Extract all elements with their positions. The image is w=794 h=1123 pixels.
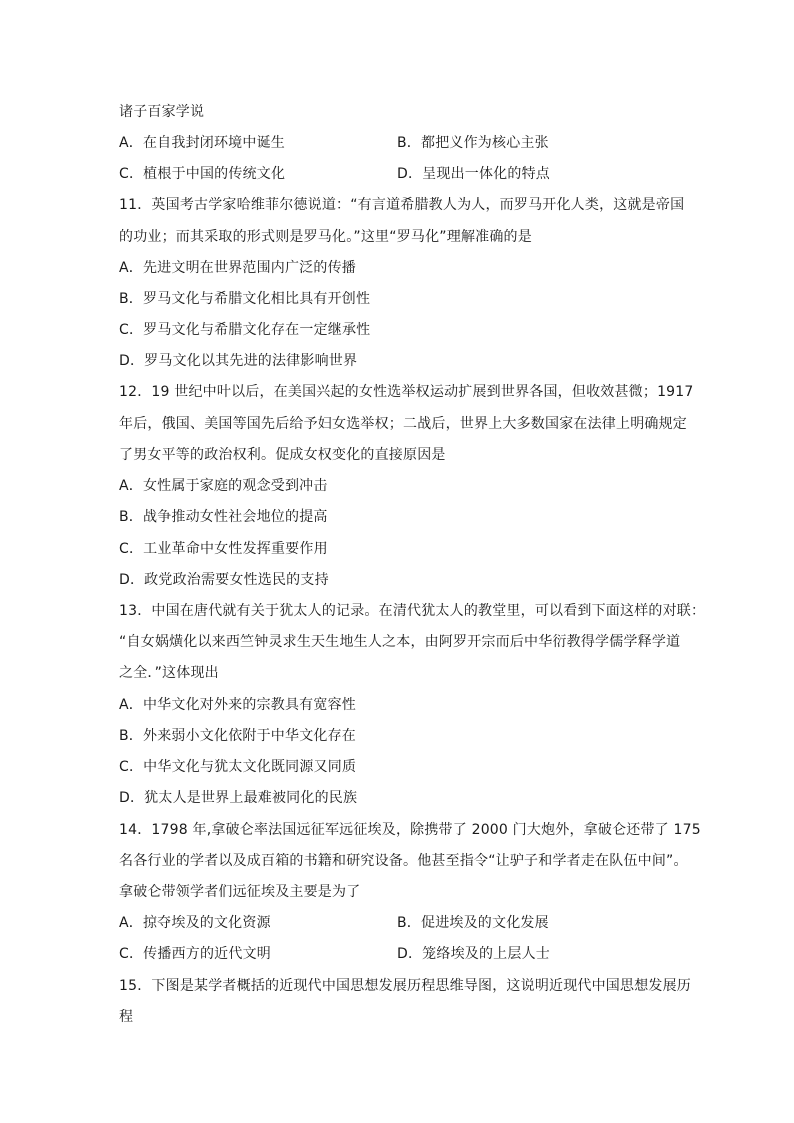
q13-stem-line-1: 13．中国在唐代就有关于犹太人的记录。在清代犹太人的教堂里，可以看到下面这样的对联： bbox=[119, 603, 706, 619]
q12-option-b: B．战争推动女性社会地位的提高 bbox=[119, 509, 328, 525]
q14-option-d: D．笼络埃及的上层人士 bbox=[397, 946, 550, 962]
q14-stem-line-3: 拿破仑带领学者们远征埃及主要是为了 bbox=[119, 884, 361, 900]
q10-option-d: D．呈现出一体化的特点 bbox=[397, 166, 550, 182]
q11-option-b: B．罗马文化与希腊文化相比具有开创性 bbox=[119, 291, 371, 307]
q11-option-c: C．罗马文化与希腊文化存在一定继承性 bbox=[119, 322, 371, 338]
q11-stem-line-2: 的功业；而其采取的形式则是罗马化。”这里“罗马化”理解准确的是 bbox=[119, 229, 532, 245]
q12-stem-line-1: 12．19 世纪中叶以后，在美国兴起的女性选举权运动扩展到世界各国，但收效甚微；1917 bbox=[119, 384, 694, 400]
q13-option-b: B．外来弱小文化依附于中华文化存在 bbox=[119, 728, 357, 744]
q13-option-a: A．中华文化对外来的宗教具有宽容性 bbox=[119, 697, 356, 713]
q10-option-c: C．植根于中国的传统文化 bbox=[119, 166, 286, 182]
q13-option-d: D．犹太人是世界上最难被同化的民族 bbox=[119, 790, 358, 806]
q12-option-a: A．女性属于家庭的观念受到冲击 bbox=[119, 478, 328, 494]
q10-stem-tail: 诸子百家学说 bbox=[119, 104, 205, 120]
q13-option-c: C．中华文化与犹太文化既同源又同质 bbox=[119, 759, 357, 775]
q11-option-a: A．先进文明在世界范围内广泛的传播 bbox=[119, 260, 356, 276]
q12-option-d: D．政党政治需要女性选民的支持 bbox=[119, 572, 329, 588]
q12-option-c: C．工业革命中女性发挥重要作用 bbox=[119, 541, 328, 557]
q10-option-b: B．都把义作为核心主张 bbox=[397, 135, 549, 151]
q10-option-a: A．在自我封闭环境中诞生 bbox=[119, 135, 285, 151]
q13-stem-line-2: “自女娲熿化以来西竺钟灵求生天生地生人之本，由阿罗开宗而后中华衍教得学儒学释学道 bbox=[119, 634, 681, 650]
q11-stem-line-1: 11．英国考古学家哈维菲尔德说道：“有言道希腊教人为人，而罗马开化人类，这就是帝国 bbox=[119, 197, 685, 213]
q15-stem-line-1: 15．下图是某学者概括的近现代中国思想发展历程思维导图，这说明近现代中国思想发展历 bbox=[119, 978, 692, 994]
q12-stem-line-2: 年后，俄国、美国等国先后给予妇女选举权；二战后，世界上大多数国家在法律上明确规定 bbox=[119, 416, 687, 432]
q14-option-a: A．掠夺埃及的文化资源 bbox=[119, 915, 271, 931]
q14-option-c: C．传播西方的近代文明 bbox=[119, 946, 271, 962]
q14-stem-line-2: 名各行业的学者以及成百箱的书籍和研究设备。他甚至指令“让驴子和学者走在队伍中间”。 bbox=[119, 853, 688, 869]
q14-stem-line-1: 14．1798 年,拿破仑率法国远征军远征埃及，除携带了 2000 门大炮外，拿破仑还带了 175 bbox=[119, 822, 701, 838]
q11-option-d: D．罗马文化以其先进的法律影响世界 bbox=[119, 353, 358, 369]
q13-stem-line-3: 之全．”这体现出 bbox=[119, 665, 219, 681]
q14-option-b: B．促进埃及的文化发展 bbox=[397, 915, 549, 931]
q15-stem-line-2: 程 bbox=[119, 1009, 134, 1025]
q12-stem-line-3: 了男女平等的政治权利。促成女权变化的直接原因是 bbox=[119, 447, 446, 463]
